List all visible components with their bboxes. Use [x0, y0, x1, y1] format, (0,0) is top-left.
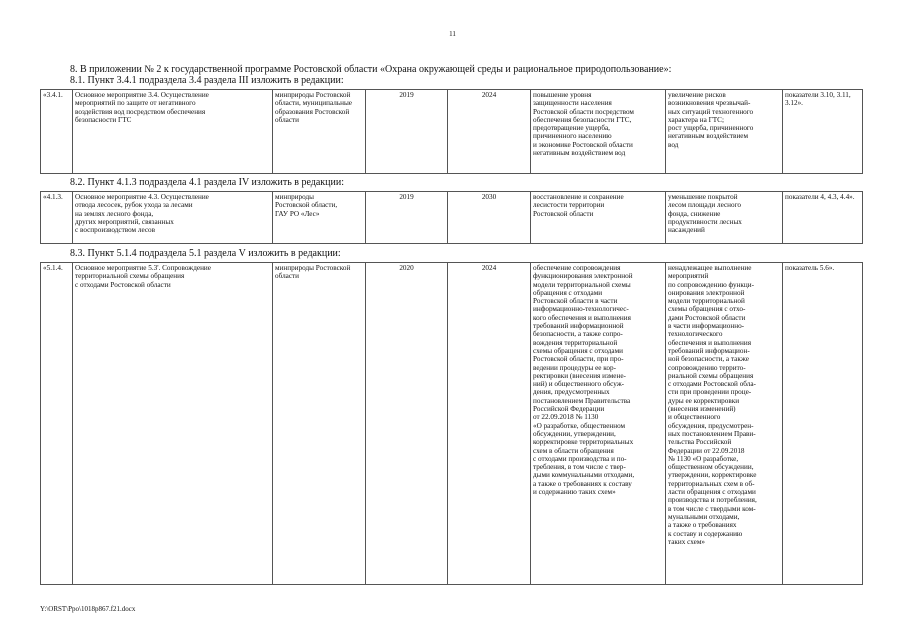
expected-result: повышение уровня защищенности населения Ростовской области посредством обеспечения безопасности ГТС, предотвращение ущерба, причиненного населению и экономике Ростовской области негативным воздействием вод	[531, 90, 666, 174]
expected-result: обеспечение сопровождения функционирования электронной модели территориальной схемы обращения с отходами Ростовской области в части информационно-технологичес- кого обеспечения и выполнения требований информационной безопасности, а также сопро- вождения территориальной схемы обращения с отходами Ростовской области, при про- ведении процедуры ее кор- ректировки (внесения измене- ний) и общественного обсуж- дения, предусмотренных постановлением Правительства Российской Федерации от 22.09.2018 № 1130 «О разработке, общественном обсуждении, утверждении, корректировке территориальных схем в области обращения с отходами производства и по- требления, в том числе с твер- дыми коммунальными отходами, а также о требованиях к составу и содержанию таких схем»	[531, 263, 666, 585]
expected-result: восстановление и сохранение лесистости территории Ростовской области	[531, 192, 666, 244]
indicators: показатель 5.6».	[783, 263, 863, 585]
document-heading: 8. В приложении № 2 к государственной программе Ростовской области «Охрана окружающей среды и рациональное природопользование»:	[70, 64, 672, 75]
row-number: «3.4.1.	[41, 90, 73, 174]
page-number: 11	[449, 30, 456, 38]
end-year: 2030	[448, 192, 531, 244]
indicators: показатели 3.10, 3.11, 3.12».	[783, 90, 863, 174]
consequences: увеличение рисков возникновения чрезвычай- ных ситуаций техногенного характера на ГТС; рост ущерба, причиненного негативным воздействием вод	[666, 90, 783, 174]
start-year: 2019	[366, 192, 448, 244]
table-3-4-1	[40, 89, 863, 174]
consequences: уменьшение покрытой лесом площади лесного фонда, снижение продуктивности лесных насаждений	[666, 192, 783, 244]
end-year: 2024	[448, 263, 531, 585]
executor: минприроды Ростовской области	[273, 263, 366, 585]
measure-name: Основное мероприятие 4.3. Осуществление отвода лесосек, рубок ухода за лесами на землях лесного фонда, других мероприятий, связанных с воспроизводством лесов	[73, 192, 273, 244]
measure-name: Основное мероприятие 5.3'. Сопровождение территориальной схемы обращения с отходами Ростовской области	[73, 263, 273, 585]
section-heading-8-2: 8.2. Пункт 4.1.3 подраздела 4.1 раздела IV изложить в редакции:	[70, 177, 344, 188]
row-number: «4.1.3.	[41, 192, 73, 244]
table-5-1-4	[40, 262, 863, 585]
start-year: 2019	[366, 90, 448, 174]
executor: минприроды Ростовской области, ГАУ РО «Лес»	[273, 192, 366, 244]
table-row	[41, 192, 863, 244]
section-heading-8-1: 8.1. Пункт 3.4.1 подраздела 3.4 раздела III изложить в редакции:	[70, 75, 344, 86]
start-year: 2020	[366, 263, 448, 585]
table-4-1-3	[40, 191, 863, 244]
end-year: 2024	[448, 90, 531, 174]
measure-name: Основное мероприятие 3.4. Осуществление мероприятий по защите от негативного воздействия вод посредством обеспечения безопасности ГТС	[73, 90, 273, 174]
executor: минприроды Ростовской области, муниципальные образования Ростовской области	[273, 90, 366, 174]
table-row	[41, 90, 863, 174]
indicators: показатели 4, 4.3, 4.4».	[783, 192, 863, 244]
section-heading-8-3: 8.3. Пункт 5.1.4 подраздела 5.1 раздела V изложить в редакции:	[70, 248, 341, 259]
consequences: ненадлежащее выполнение мероприятий по сопровождению функци- онирования электронной модели территориальной схемы обращения с отхо- дами Ростовской области в части информационно- технологического обеспечения и выполнения требований информацион- ной безопасности, а также сопровождению террито- риальной схемы обращения с отходами Ростовской обла- сти при проведении проце- дуры ее корректировки (внесения изменений) и общественного обсуждения, предусмотрен- ных постановлением Прави- тельства Российской Федерации от 22.09.2018 № 1130 «О разработке, общественном обсуждении, утверждении, корректировке территориальных схем в об- ласти обращения с отходами производства и потребления, в том числе с твердыми ком- мунальными отходами, а также о требованиях к составу и содержанию таких схем»	[666, 263, 783, 585]
table-row	[41, 263, 863, 585]
footer-file-path: Y:\ORST\Ppo\1018p867.f21.docx	[40, 605, 136, 613]
row-number: «5.1.4.	[41, 263, 73, 585]
